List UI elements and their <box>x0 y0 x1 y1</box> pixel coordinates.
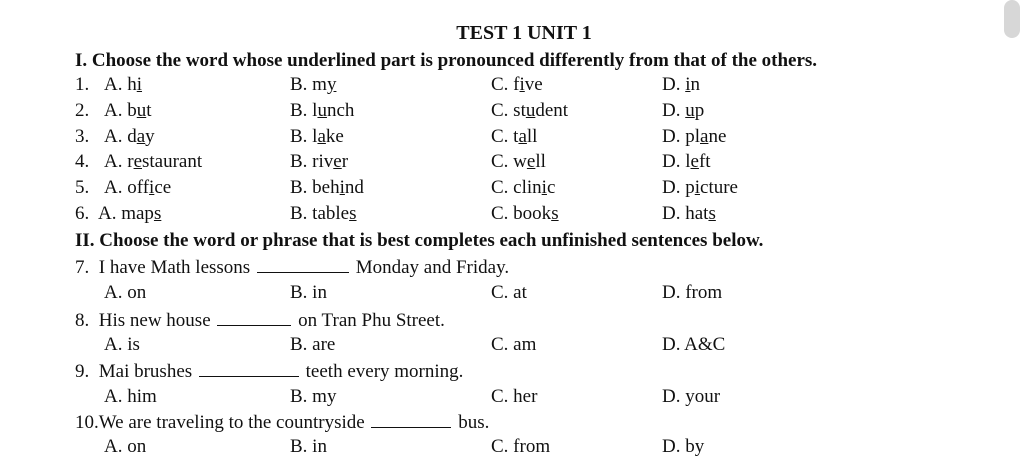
answer-blank <box>371 409 451 428</box>
options-line <box>0 384 1000 410</box>
item-number: 5. <box>75 177 90 198</box>
option-a: A. day <box>104 126 155 147</box>
option-b: B. lake <box>290 126 344 147</box>
question-text: 10.We are traveling to the countryside bus. <box>75 409 489 436</box>
option-b: B. my <box>290 386 337 407</box>
option-a: A. is <box>104 334 140 355</box>
option-d: D. left <box>662 151 711 172</box>
option-a: A. on <box>104 282 147 303</box>
option-b: B. my <box>290 74 337 95</box>
pronunciation-item <box>0 175 1000 201</box>
option-a: A. hi <box>104 74 143 95</box>
option-a: A. restaurant <box>104 151 203 172</box>
page-title: TEST 1 UNIT 1 <box>456 22 592 44</box>
question-text: 7. I have Math lessons Monday and Friday. <box>75 254 509 281</box>
pronunciation-item <box>0 124 1000 150</box>
option-a: A. maps <box>98 203 162 224</box>
option-c: C. clinic <box>491 177 556 198</box>
option-b: B. tables <box>290 203 357 224</box>
section-2-heading: II. Choose the word or phrase that is best completes each unfinished sentences below. <box>75 230 764 251</box>
question-text: 9. Mai brushes teeth every morning. <box>75 358 463 385</box>
option-d: D. your <box>662 386 721 407</box>
pronunciation-item <box>0 201 1000 227</box>
options-line <box>0 280 1000 306</box>
option-b: B. lunch <box>290 100 355 121</box>
option-a: A. him <box>104 386 157 407</box>
item-number: 1. <box>75 74 90 95</box>
option-b: B. behind <box>290 177 364 198</box>
option-d: D. hats <box>662 203 716 224</box>
option-b: B. in <box>290 282 327 303</box>
option-d: D. from <box>662 282 723 303</box>
question-line <box>0 358 1000 384</box>
answer-blank <box>217 307 291 326</box>
option-c: C. am <box>491 334 537 355</box>
option-a: A. office <box>104 177 172 198</box>
option-d: D. A&C <box>662 334 726 355</box>
option-d: D. picture <box>662 177 738 198</box>
question-text: 8. His new house on Tran Phu Street. <box>75 307 445 334</box>
item-number: 6. <box>75 203 90 224</box>
option-d: D. up <box>662 100 705 121</box>
options-line <box>0 434 1000 460</box>
option-d: D. in <box>662 74 701 95</box>
pronunciation-item <box>0 149 1000 175</box>
answer-blank <box>199 358 299 377</box>
options-line <box>0 332 1000 358</box>
option-c: C. from <box>491 436 551 457</box>
option-c: C. five <box>491 74 543 95</box>
pronunciation-item <box>0 72 1000 98</box>
answer-blank <box>257 254 349 273</box>
option-a: A. on <box>104 436 147 457</box>
question-line <box>0 254 1000 280</box>
question-line <box>0 307 1000 333</box>
option-c: C. student <box>491 100 569 121</box>
question-line <box>0 409 1000 435</box>
item-number: 2. <box>75 100 90 121</box>
item-number: 4. <box>75 151 90 172</box>
option-c: C. well <box>491 151 546 172</box>
item-number: 3. <box>75 126 90 147</box>
option-d: D. by <box>662 436 705 457</box>
pronunciation-item <box>0 98 1000 124</box>
option-c: C. her <box>491 386 538 407</box>
option-b: B. river <box>290 151 349 172</box>
vertical-scrollbar[interactable] <box>1004 0 1020 38</box>
option-c: C. books <box>491 203 559 224</box>
option-a: A. but <box>104 100 152 121</box>
option-d: D. plane <box>662 126 727 147</box>
option-c: C. at <box>491 282 527 303</box>
option-c: C. tall <box>491 126 538 147</box>
option-b: B. in <box>290 436 327 457</box>
option-b: B. are <box>290 334 336 355</box>
section-1-heading: I. Choose the word whose underlined part is pronounced differently from that of the others. <box>75 50 818 71</box>
